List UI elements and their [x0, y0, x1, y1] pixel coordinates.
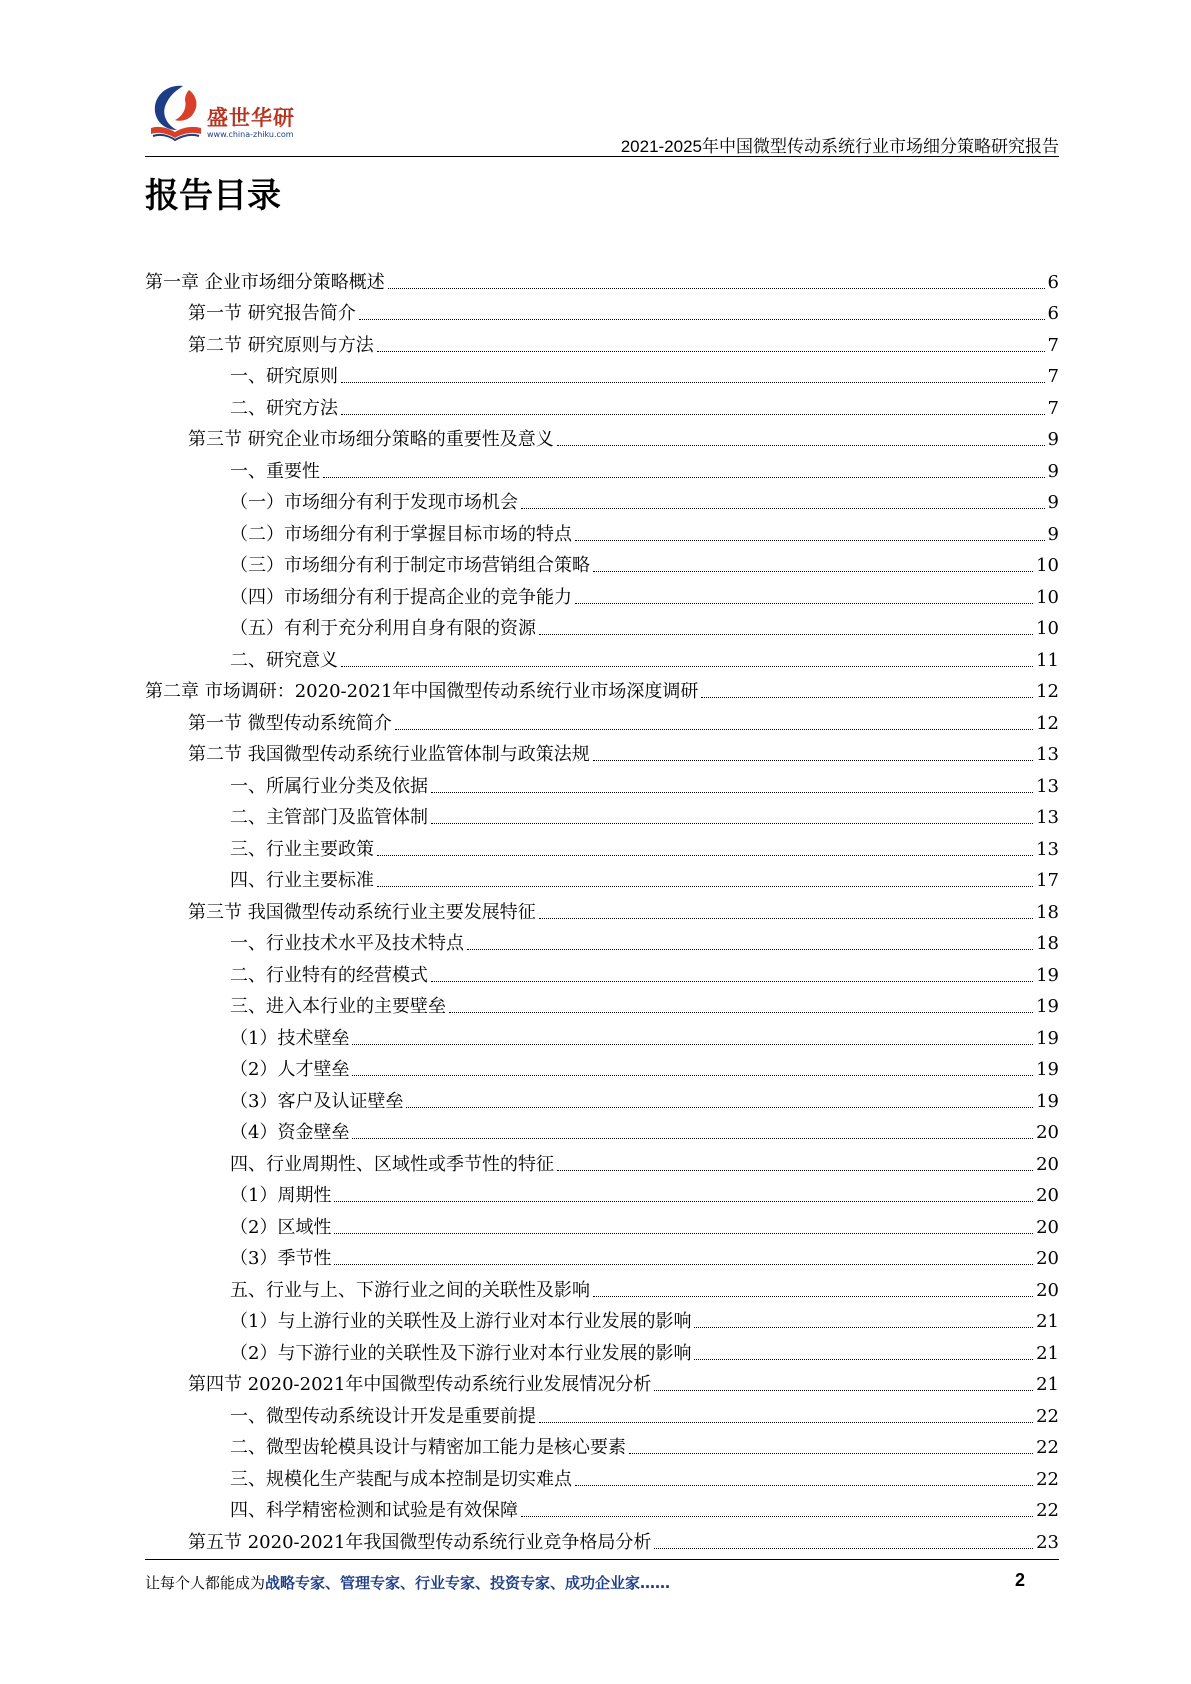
toc-entry-title: （一）市场细分有利于发现市场机会 — [230, 492, 518, 513]
toc-dot-leader — [352, 1075, 1033, 1076]
toc-entry-title: 第二节 我国微型传动系统行业监管体制与政策法规 — [188, 744, 590, 765]
toc-dot-leader — [557, 1170, 1033, 1171]
toc-entry[interactable] — [145, 861, 1059, 893]
toc-entry-page: 6 — [1047, 271, 1059, 293]
toc-entry[interactable] — [145, 1113, 1059, 1145]
toc-entry-title: 第四节 2020-2021年中国微型传动系统行业发展情况分析 — [188, 1374, 652, 1395]
toc-dot-leader — [395, 729, 1033, 730]
slogan-highlight: 战略专家、管理专家、行业专家、投资专家、成功企业家…… — [265, 1574, 671, 1592]
footer-divider — [145, 1559, 1059, 1560]
toc-entry-title: （3）客户及认证壁垒 — [230, 1090, 404, 1112]
toc-entry-page: 18 — [1036, 901, 1059, 923]
company-logo — [145, 80, 315, 150]
toc-entry[interactable] — [145, 1302, 1059, 1334]
header-divider — [145, 156, 1059, 157]
logo-name: 盛世华研 — [207, 106, 295, 130]
toc-entry[interactable] — [145, 892, 1059, 924]
footer-slogan — [145, 1572, 670, 1593]
toc-entry-page: 18 — [1036, 933, 1059, 954]
toc-dot-leader — [359, 319, 1045, 320]
toc-entry[interactable] — [145, 546, 1059, 578]
toc-dot-leader — [431, 981, 1033, 982]
toc-dot-leader — [334, 1233, 1033, 1234]
toc-entry-title: 二、研究意义 — [230, 649, 338, 671]
toc-entry-title: 三、进入本行业的主要壁垒 — [230, 996, 446, 1017]
toc-entry-page: 17 — [1036, 870, 1059, 891]
toc-entry[interactable] — [145, 262, 1059, 294]
toc-dot-leader — [334, 1264, 1033, 1265]
toc-entry-title: 一、微型传动系统设计开发是重要前提 — [230, 1405, 536, 1427]
toc-entry-page: 22 — [1036, 1468, 1059, 1490]
toc-entry-title: （2）人才壁垒 — [230, 1059, 350, 1080]
toc-entry-page: 19 — [1036, 964, 1059, 986]
document-title: 2021-2025年中国微型传动系统行业市场细分策略研究报告 — [620, 137, 1059, 156]
toc-entry-title: 四、行业主要标准 — [230, 870, 374, 891]
toc-entry-title: （3）季节性 — [230, 1248, 332, 1269]
toc-entry[interactable] — [145, 1239, 1059, 1271]
toc-entry-page: 22 — [1036, 1405, 1059, 1427]
toc-entry-page: 13 — [1036, 807, 1059, 828]
toc-dot-leader — [352, 1044, 1033, 1045]
toc-entry-page: 10 — [1036, 555, 1059, 576]
toc-entry-page: 10 — [1036, 618, 1059, 639]
toc-entry-title: （1）与上游行业的关联性及上游行业对本行业发展的影响 — [230, 1311, 692, 1332]
toc-entry-page: 22 — [1036, 1437, 1059, 1458]
toc-entry-title: 一、行业技术水平及技术特点 — [230, 933, 464, 954]
toc-entry-page: 9 — [1047, 523, 1059, 545]
toc-dot-leader — [694, 1359, 1033, 1360]
toc-entry[interactable] — [145, 1491, 1059, 1523]
toc-entry-title: （2）与下游行业的关联性及下游行业对本行业发展的影响 — [230, 1342, 692, 1364]
toc-entry-title: 第三节 研究企业市场细分策略的重要性及意义 — [188, 429, 554, 450]
toc-entry-title: 四、行业周期性、区域性或季节性的特征 — [230, 1153, 554, 1175]
toc-entry-page: 20 — [1036, 1185, 1059, 1206]
toc-entry-title: 二、主管部门及监管体制 — [230, 807, 428, 828]
toc-dot-leader — [341, 414, 1045, 415]
toc-entry-title: 第一章 企业市场细分策略概述 — [145, 271, 385, 293]
toc-dot-leader — [467, 949, 1033, 950]
toc-entry[interactable] — [145, 1144, 1059, 1176]
toc-dot-leader — [654, 1548, 1033, 1549]
toc-dot-leader — [377, 855, 1033, 856]
toc-entry-title: 一、重要性 — [230, 460, 320, 482]
toc-entry[interactable] — [145, 514, 1059, 546]
toc-entry-title: 第五节 2020-2021年我国微型传动系统行业竞争格局分析 — [188, 1531, 652, 1553]
toc-entry[interactable] — [145, 1459, 1059, 1491]
toc-entry[interactable] — [145, 829, 1059, 861]
toc-entry-title: 第二章 市场调研：2020-2021年中国微型传动系统行业市场深度调研 — [145, 681, 699, 702]
toc-entry-page: 20 — [1036, 1153, 1059, 1175]
toc-dot-leader — [629, 1453, 1033, 1454]
toc-entry-page: 20 — [1036, 1216, 1059, 1238]
toc-entry-page: 12 — [1036, 712, 1059, 734]
toc-entry[interactable] — [145, 640, 1059, 672]
toc-entry-page: 19 — [1036, 996, 1059, 1017]
toc-entry[interactable] — [145, 1018, 1059, 1050]
toc-entry[interactable] — [145, 1176, 1059, 1208]
page-number: 2 — [1015, 1570, 1026, 1590]
toc-entry-title: 三、行业主要政策 — [230, 838, 374, 860]
toc-dot-leader — [654, 1390, 1033, 1391]
toc-entry-title: （4）资金壁垒 — [230, 1122, 350, 1143]
toc-entry[interactable] — [145, 294, 1059, 326]
toc-dot-leader — [431, 792, 1033, 793]
toc-entry-page: 7 — [1047, 397, 1059, 419]
toc-entry[interactable] — [145, 1428, 1059, 1460]
toc-entry[interactable] — [145, 735, 1059, 767]
toc-dot-leader — [575, 540, 1045, 541]
toc-entry-page: 20 — [1036, 1279, 1059, 1301]
toc-dot-leader — [575, 603, 1033, 604]
toc-entry-page: 21 — [1036, 1311, 1059, 1332]
toc-dot-leader — [449, 1012, 1033, 1013]
toc-dot-leader — [593, 1296, 1033, 1297]
toc-dot-leader — [557, 445, 1045, 446]
toc-entry-page: 7 — [1047, 334, 1059, 356]
toc-entry-page: 9 — [1047, 460, 1059, 482]
toc-dot-leader — [388, 288, 1045, 289]
toc-entry[interactable] — [145, 924, 1059, 956]
toc-dot-leader — [593, 571, 1033, 572]
toc-entry-page: 6 — [1047, 303, 1059, 324]
toc-entry-title: 第一节 微型传动系统简介 — [188, 712, 392, 734]
toc-entry-title: 二、微型齿轮模具设计与精密加工能力是核心要素 — [230, 1437, 626, 1458]
toc-entry-page: 20 — [1036, 1248, 1059, 1269]
toc-dot-leader — [377, 886, 1033, 887]
toc-entry[interactable] — [145, 955, 1059, 987]
toc-dot-leader — [334, 1201, 1033, 1202]
toc-entry-page: 13 — [1036, 775, 1059, 797]
toc-entry-page: 12 — [1036, 681, 1059, 702]
toc-entry[interactable] — [145, 388, 1059, 420]
toc-entry[interactable] — [145, 1050, 1059, 1082]
toc-entry[interactable] — [145, 357, 1059, 389]
toc-entry-title: （1）周期性 — [230, 1185, 332, 1206]
toc-entry-title: 二、行业特有的经营模式 — [230, 964, 428, 986]
page-header — [145, 80, 1059, 160]
toc-dot-leader — [575, 1485, 1033, 1486]
toc-entry[interactable] — [145, 1270, 1059, 1302]
logo-emblem-icon — [145, 80, 207, 144]
toc-entry[interactable] — [145, 325, 1059, 357]
table-of-contents — [145, 262, 1059, 1554]
toc-dot-leader — [341, 666, 1033, 667]
toc-entry-title: （1）技术壁垒 — [230, 1027, 350, 1049]
toc-entry[interactable] — [145, 798, 1059, 830]
toc-dot-leader — [521, 508, 1045, 509]
toc-entry-title: 第一节 研究报告简介 — [188, 303, 356, 324]
toc-entry-page: 7 — [1047, 366, 1059, 387]
toc-entry-page: 11 — [1036, 649, 1059, 671]
toc-entry[interactable] — [145, 703, 1059, 735]
toc-entry-page: 9 — [1047, 492, 1059, 513]
toc-entry[interactable] — [145, 1522, 1059, 1554]
toc-dot-leader — [539, 918, 1033, 919]
toc-entry-title: 二、研究方法 — [230, 397, 338, 419]
toc-entry-page: 19 — [1036, 1027, 1059, 1049]
toc-entry-title: （2）区域性 — [230, 1216, 332, 1238]
toc-entry[interactable] — [145, 451, 1059, 483]
toc-entry-title: 一、研究原则 — [230, 366, 338, 387]
toc-dot-leader — [352, 1138, 1033, 1139]
toc-dot-leader — [377, 351, 1045, 352]
toc-entry-page: 20 — [1036, 1122, 1059, 1143]
toc-dot-leader — [521, 1516, 1033, 1517]
toc-entry[interactable] — [145, 1396, 1059, 1428]
toc-dot-leader — [701, 697, 1033, 698]
toc-entry[interactable] — [145, 577, 1059, 609]
toc-entry-title: 三、规模化生产装配与成本控制是切实难点 — [230, 1468, 572, 1490]
toc-dot-leader — [406, 1107, 1033, 1108]
toc-entry[interactable] — [145, 483, 1059, 515]
toc-entry[interactable] — [145, 1081, 1059, 1113]
toc-entry-page: 19 — [1036, 1059, 1059, 1080]
toc-entry-page: 13 — [1036, 838, 1059, 860]
toc-entry-title: 四、科学精密检测和试验是有效保障 — [230, 1500, 518, 1521]
toc-entry-page: 21 — [1036, 1342, 1059, 1364]
toc-entry-page: 13 — [1036, 744, 1059, 765]
toc-entry-title: （二）市场细分有利于掌握目标市场的特点 — [230, 523, 572, 545]
page-heading: 报告目录 — [145, 176, 281, 216]
toc-dot-leader — [593, 760, 1033, 761]
toc-entry-title: 一、所属行业分类及依据 — [230, 775, 428, 797]
toc-entry-page: 9 — [1047, 429, 1059, 450]
toc-entry-title: 第三节 我国微型传动系统行业主要发展特征 — [188, 901, 536, 923]
toc-entry-page: 21 — [1036, 1374, 1059, 1395]
toc-entry-title: 五、行业与上、下游行业之间的关联性及影响 — [230, 1279, 590, 1301]
toc-entry-title: （五）有利于充分利用自身有限的资源 — [230, 618, 536, 639]
toc-entry-title: （三）市场细分有利于制定市场营销组合策略 — [230, 555, 590, 576]
toc-entry[interactable] — [145, 1207, 1059, 1239]
slogan-prefix: 让每个人都能成为 — [145, 1574, 266, 1592]
toc-entry[interactable] — [145, 609, 1059, 641]
toc-entry[interactable] — [145, 420, 1059, 452]
toc-entry-page: 10 — [1036, 586, 1059, 608]
toc-dot-leader — [539, 634, 1033, 635]
toc-entry[interactable] — [145, 766, 1059, 798]
toc-dot-leader — [323, 477, 1045, 478]
logo-url: www.china-zhiku.com — [207, 130, 294, 139]
toc-dot-leader — [341, 382, 1045, 383]
toc-entry-page: 22 — [1036, 1500, 1059, 1521]
toc-dot-leader — [694, 1327, 1033, 1328]
toc-entry-page: 19 — [1036, 1090, 1059, 1112]
toc-entry[interactable] — [145, 672, 1059, 704]
toc-entry[interactable] — [145, 1365, 1059, 1397]
toc-entry[interactable] — [145, 987, 1059, 1019]
toc-entry-title: （四）市场细分有利于提高企业的竞争能力 — [230, 586, 572, 608]
toc-entry-title: 第二节 研究原则与方法 — [188, 334, 374, 356]
toc-entry-page: 23 — [1036, 1531, 1059, 1553]
toc-dot-leader — [539, 1422, 1033, 1423]
toc-entry[interactable] — [145, 1333, 1059, 1365]
toc-dot-leader — [431, 823, 1033, 824]
